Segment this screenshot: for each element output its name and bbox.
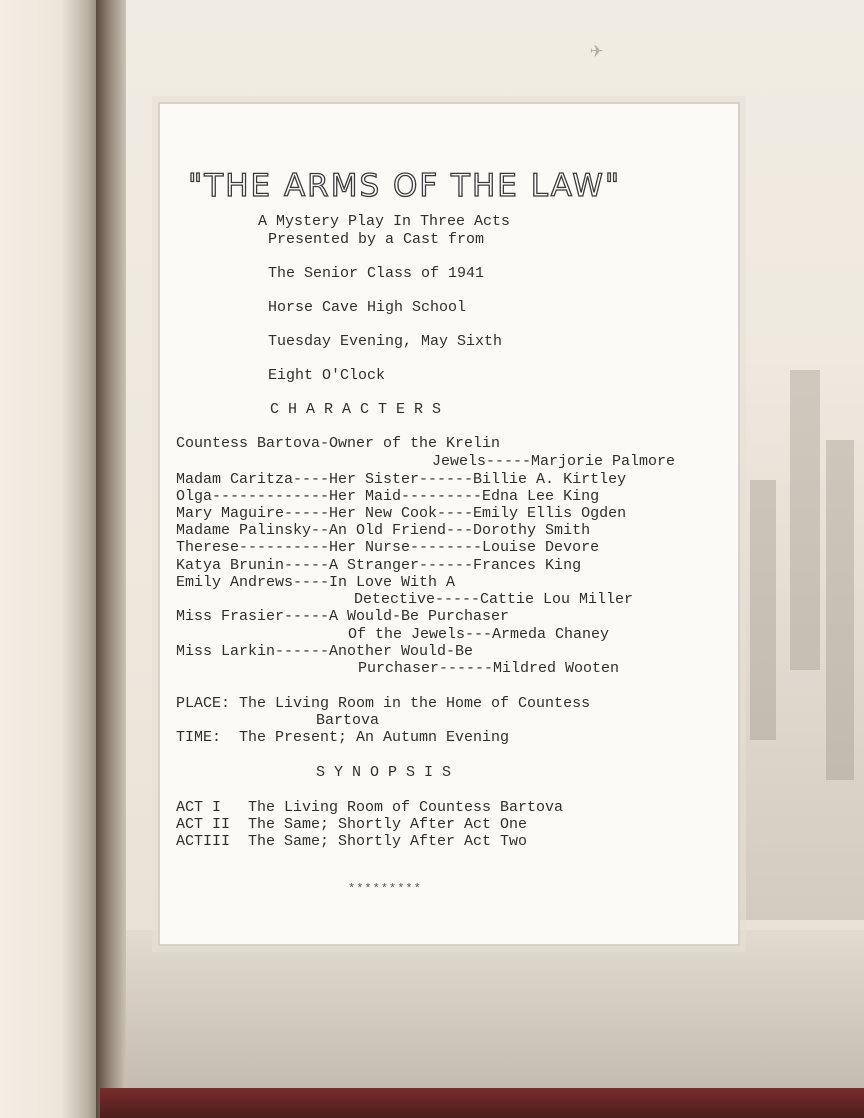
character-line: Mary Maguire-----Her New Cook----Emily Ellis Ogden xyxy=(176,505,627,522)
character-line: Miss Larkin------Another Would-Be xyxy=(176,643,474,660)
book-cover-edge xyxy=(100,1088,864,1118)
book-gutter xyxy=(96,0,130,1118)
airplane-icon: ✈ xyxy=(590,39,604,64)
building-shape xyxy=(750,480,776,740)
time-line: TIME: The Present; An Autumn Evening xyxy=(176,729,510,746)
character-line: Therese----------Her Nurse--------Louise Devore xyxy=(176,539,600,556)
separator-line: ********* xyxy=(348,882,422,896)
character-line: Purchaser------Mildred Wooten xyxy=(358,660,620,677)
intro-line: The Senior Class of 1941 xyxy=(268,265,485,282)
place-line: Bartova xyxy=(316,712,380,729)
synopsis-line: ACT II The Same; Shortly After Act One xyxy=(176,816,528,833)
place-line: PLACE: The Living Room in the Home of Countess xyxy=(176,695,591,712)
play-title: "THE ARMS OF THE LAW" xyxy=(188,168,622,204)
character-line: Countess Bartova-Owner of the Krelin xyxy=(176,435,501,452)
character-line: Olga-------------Her Maid---------Edna Lee King xyxy=(176,488,600,505)
intro-line: Horse Cave High School xyxy=(268,299,467,316)
background-illustration xyxy=(730,360,864,920)
character-line: Of the Jewels---Armeda Chaney xyxy=(348,626,610,643)
character-line: Detective-----Cattie Lou Miller xyxy=(354,591,634,608)
intro-line: A Mystery Play In Three Acts xyxy=(258,213,511,230)
building-shape xyxy=(826,440,854,780)
left-page-edge xyxy=(0,0,110,1118)
synopsis-heading: S Y N O P S I S xyxy=(316,764,452,781)
background-ground xyxy=(126,930,864,1088)
character-line: Madam Caritza----Her Sister------Billie A. Kirtley xyxy=(176,471,627,488)
synopsis-line: ACTIII The Same; Shortly After Act Two xyxy=(176,833,528,850)
character-line: Miss Frasier-----A Would-Be Purchaser xyxy=(176,608,510,625)
synopsis-line: ACT I The Living Room of Countess Bartova xyxy=(176,799,564,816)
character-line: Emily Andrews----In Love With A xyxy=(176,574,456,591)
characters-heading: C H A R A C T E R S xyxy=(270,401,442,418)
character-line: Katya Brunin-----A Stranger------Frances King xyxy=(176,557,582,574)
intro-line: Presented by a Cast from xyxy=(268,231,485,248)
building-shape xyxy=(790,370,820,670)
character-line: Madame Palinsky--An Old Friend---Dorothy Smith xyxy=(176,522,591,539)
character-line: Jewels-----Marjorie Palmore xyxy=(432,453,676,470)
intro-line: Eight O'Clock xyxy=(268,367,386,384)
intro-line: Tuesday Evening, May Sixth xyxy=(268,333,503,350)
